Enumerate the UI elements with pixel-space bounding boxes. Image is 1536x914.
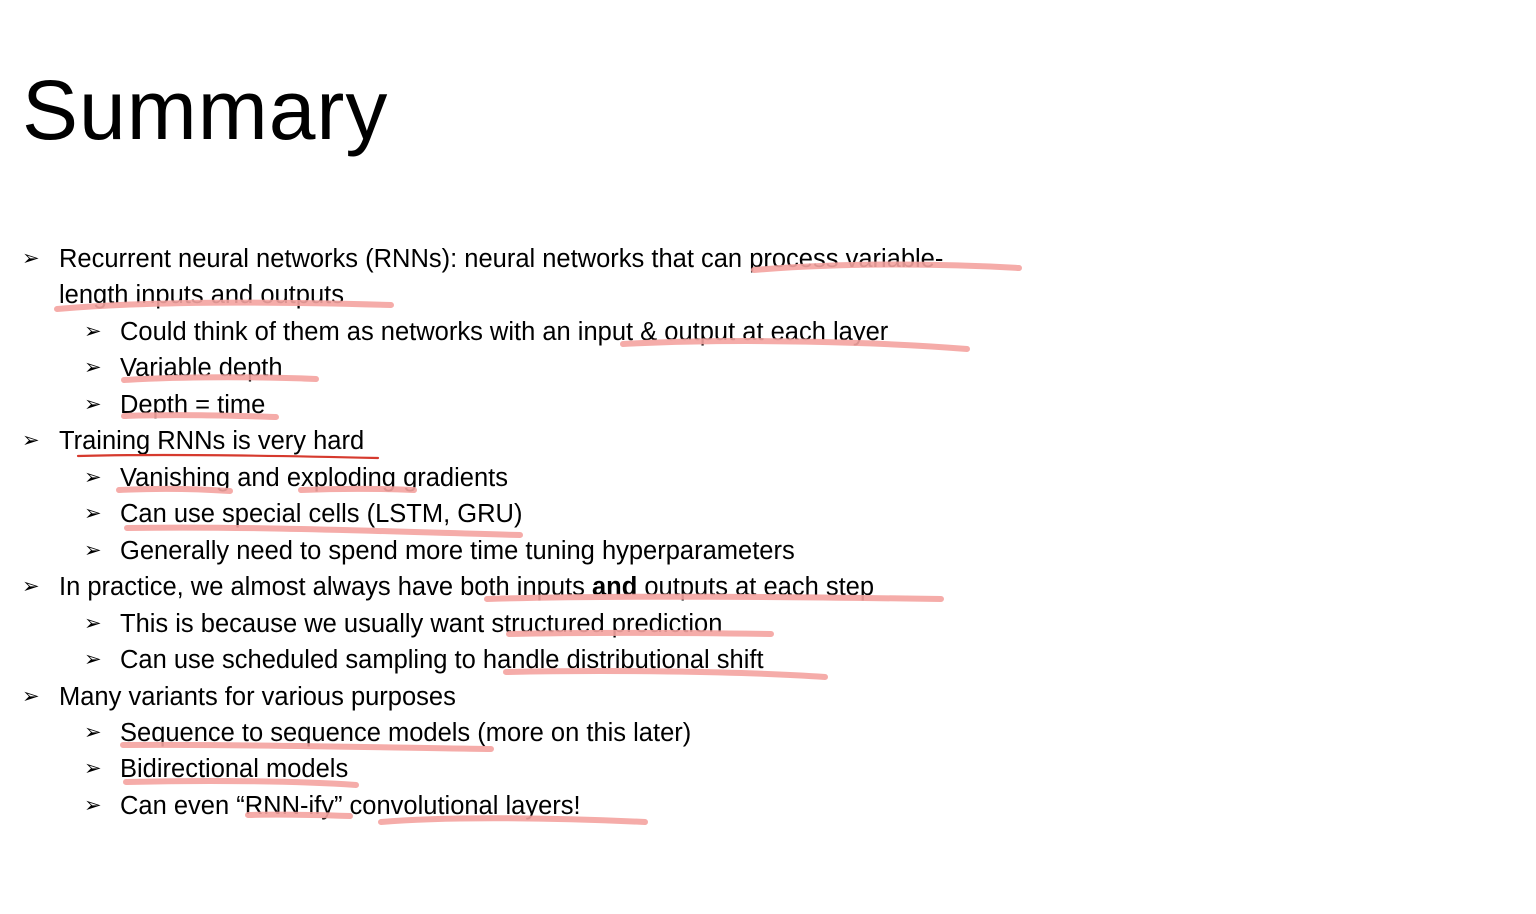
sub-bullet-text: Can use special cells (LSTM, GRU)	[120, 500, 523, 528]
sub-bullet-text: Generally need to spend more time tuning hyperparameters	[120, 537, 795, 565]
sub-bullet-icon: ➢	[84, 393, 102, 416]
sub-bullet-text: Could think of them as networks with an input & output at each layer	[120, 318, 889, 346]
bullet-text: Recurrent neural networks (RNNs): neural networks that can process variable-	[59, 245, 944, 273]
sub-bullet-icon: ➢	[84, 794, 102, 817]
bullet-icon: ➢	[22, 247, 40, 270]
sub-bullet-text: Variable depth	[120, 354, 283, 382]
bold-emphasis: and	[591, 573, 638, 601]
sub-bullet-text: Vanishing and exploding gradients	[120, 464, 508, 492]
sub-bullet-icon: ➢	[84, 502, 102, 525]
sub-bullet-text: Can even “RNN-ify” convolutional layers!	[120, 792, 581, 820]
slide-title: Summary	[22, 63, 389, 157]
sub-bullet-text: Sequence to sequence models (more on this later)	[120, 719, 692, 747]
sub-bullet-icon: ➢	[84, 648, 102, 671]
sub-bullet-icon: ➢	[84, 721, 102, 744]
sub-bullet-icon: ➢	[84, 757, 102, 780]
bullet-icon: ➢	[22, 429, 40, 452]
bullet-icon: ➢	[22, 685, 40, 708]
sub-bullet-icon: ➢	[84, 612, 102, 635]
sub-bullet-icon: ➢	[84, 356, 102, 379]
sub-bullet-icon: ➢	[84, 320, 102, 343]
sub-bullet-text: This is because we usually want structured prediction	[120, 610, 723, 638]
sub-bullet-text: Can use scheduled sampling to handle distributional shift	[120, 646, 764, 674]
bullet-icon: ➢	[22, 575, 40, 598]
bullet-text: Many variants for various purposes	[59, 683, 456, 711]
bullet-text: In practice, we almost always have both inputs and outputs at each step	[59, 573, 875, 601]
bullet-text-continuation: length inputs and outputs	[59, 281, 344, 309]
sub-bullet-icon: ➢	[84, 466, 102, 489]
bullet-text: Training RNNs is very hard	[59, 427, 365, 455]
sub-bullet-text: Bidirectional models	[120, 755, 349, 783]
sub-bullet-icon: ➢	[84, 539, 102, 562]
sub-bullet-text: Depth = time	[120, 391, 266, 419]
